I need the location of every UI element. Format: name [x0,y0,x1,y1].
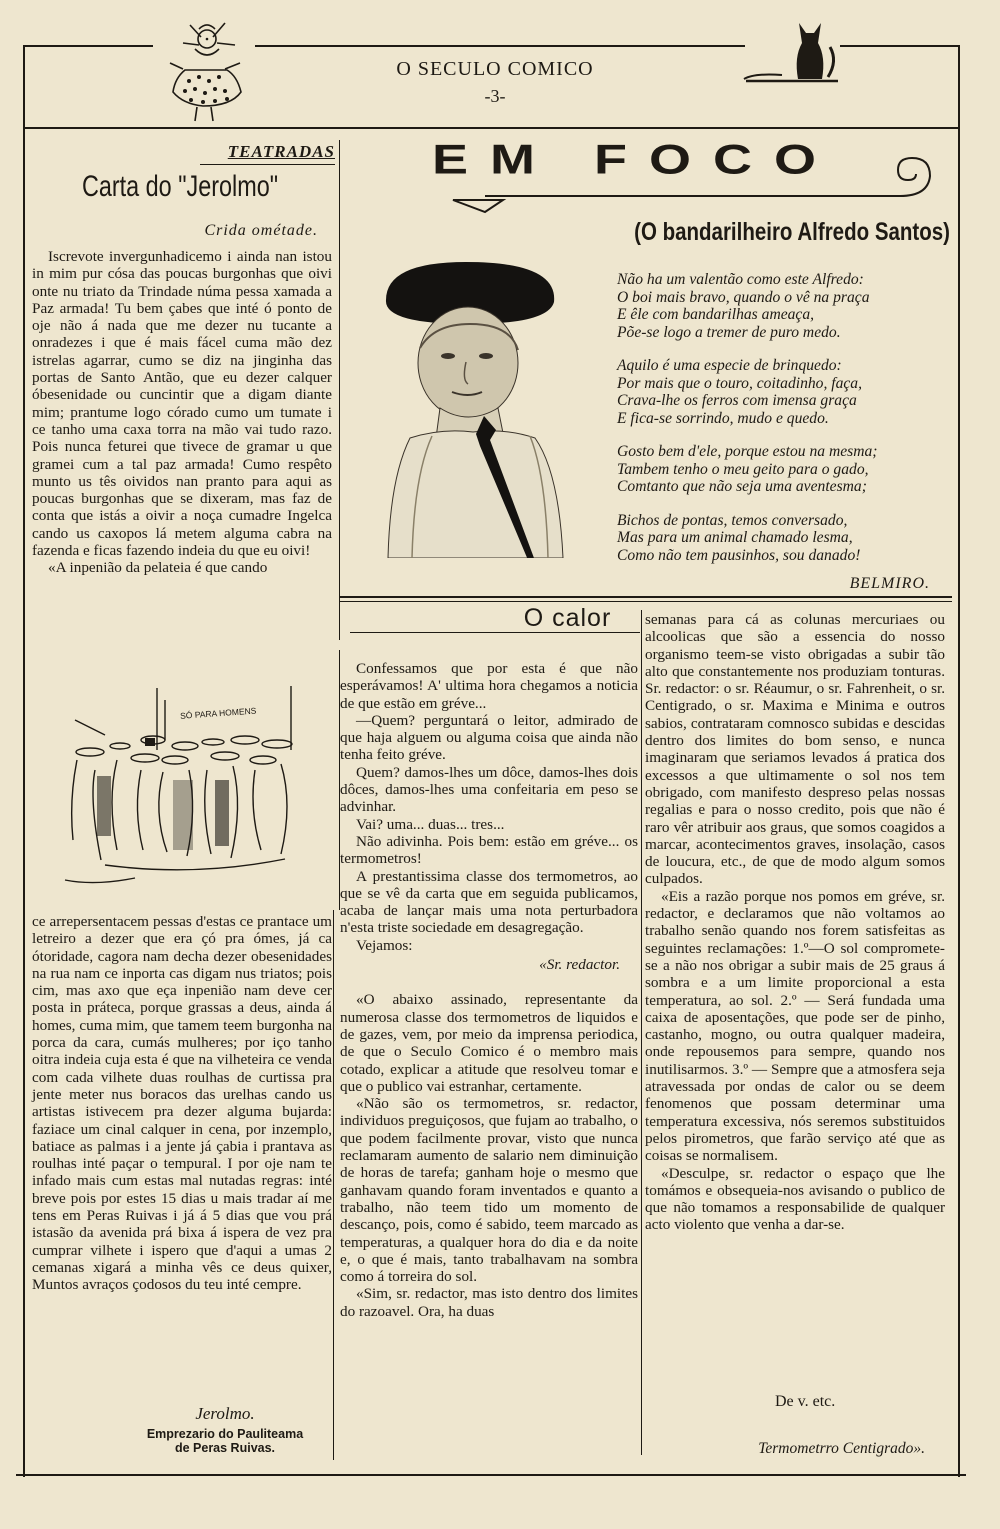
frame-left [23,45,25,1477]
poem-line: Tambem tenho o meu geito para o gado, [617,460,869,478]
calor-paragraph: A prestantissima classe dos termometros, ao que se vê da carta que em seguida publicamos, acaba de lançar mais uma nota perturbadora n'esta triste sociedade em desagregação. [340,867,638,937]
carta-paragraph-3: ce arrepersentacem pessas d'estas ce prantace um letreiro a dezer que era çó pra ómes, já ca ótoridade, cagora nam decha dezer obesenidades na rua nam ce inporta cas digam nus triatos; pois cim, mas axo que eça inpenião nam deve cer posta in práteca, porque grassas a deus, ainda á homes, cuma mim, que tamem teem burgonha na porca da cara, cumás mulheres; por iço tanho oitra indeia cuja esta é que na vilheteira ce venda com cada vilhete duas roulhas de curtissa pra jente meter nus boracos das urelhas cando us artistas istivecem pra dezer alguma bujarda: faziace um cinal calquer in cena, por inzemplo, batiace as palmas i a jente já çabia i prantava as roulhas inté paçar o tempural. I por oje nam te infado mais cum estas mal nutadas regras: inté breve pois por estes 15 dias u mais tradar aí me tens em Peras Ruivas i já á 5 dias que vou prá istasão da avenida prá bixa á ispera de vez pra cumprar vilhete i ispero que d'aqui a umas 2 cemanas xigará a minha vês ce deus quixer, Muntos avraços çodosos du teu inté cempre. [32,913,332,1294]
doll-ornament-icon [155,15,250,125]
em-foco-bottom-rule-1 [340,596,952,598]
calor-paragraph: —Quem? perguntará o leitor, admirado de que haja alguem ou alguma coisa que ainda não tenha feito gréve. [340,711,638,764]
frame-right [958,45,960,1477]
em-foco-subtitle: (O bandarilheiro Alfredo Santos) [634,218,950,246]
letter-paragraph: «Eis a razão porque nos pomos em gréve, sr. redactor, e declaramos que não voltamos ao trabalho senão quando nos forem satisfeitas as seguintes reclamações: 1.º—O sol compromete-se a não nos obrigar a subir mais de 25 graus á sombra e a um limite proporcional a esta temperatura, ao sol. 2.º — Será fundada uma caixa de aposentações, que pode ser de pinho, castanho, mogno, ou outra qualquer madeira, onde repousemos para sempre, quando nos inutilisarmos. 3.º — Sempre que a atmosfera seja atravessada por ondas de calor ou se deem fenomenos que possam determinar uma temperatura excessiva, nós seremos substituidos pelos pirometros, que farão serviço até que as coisas se normalisem. [645,887,945,1165]
letter-signature: Termometrro Centigrado». [758,1440,925,1457]
teatradas-underline [200,164,335,165]
poem-line: O boi mais bravo, quando o vê na praça [617,288,870,306]
bandarilheiro-portrait [380,258,565,558]
poem-line: Comtanto que não seja uma aventesma; [617,478,867,495]
poem-line: Como não tem pausinhos, sou danado! [617,546,861,564]
header-line-mid [255,45,745,47]
carta-paragraph-1: Iscrevote invergunhadicemo i ainda nan istou in mim pur cósa das poucas burgonhas que oivi onte nu triato da Trindade núma pessa xamada a Paz armada! Tu bem çabes que inté ó ponto de oje não á nada que me dezer nu tucante a onradezes i que é mais fácel cuma mão dez istrelas agarrar, cumo se diz na jinginha das portas de Santo Antão, que eu dezer calquer óbesenidade ou cuncintir que a digam diante mim; prantume logo córado cumo um tumate i ce tanho uma caxa torra na mão vai tudo razo. Pois nunca feturei que tivece de gramar u que gramei cum a tal paz armada! Cumo respêto munto us tês oividos nan pranto para aqui as poucas burgonhas que se dixeram, mas faz de conta que istás a oivir a noça cumadre Ingelca cando us caxopos lá metem alguma cabra na fazenda e ficas fazendo indeia du que eu oivi! [32,248,332,560]
calor-paragraph: Quem? damos-lhes um dôce, damos-lhes dois dôces, damos-lhes uma confeitaria em peso se advinhar. [340,763,638,816]
masthead-title: O SECULO COMICO [396,58,594,80]
poem-stanza-3 [617,443,957,496]
poem-line: Aquilo é uma especie de brinquedo: [617,357,842,374]
header-line-left [23,45,153,47]
section-label-teatradas: TEATRADAS [227,142,335,161]
calor-title: O calor [523,604,612,632]
carta-body-top [32,248,332,577]
letter-salutation: «Sr. redactor. [539,956,620,974]
calor-col1 [340,660,638,1320]
em-foco-author: BELMIRO. [849,575,930,592]
em-foco-title: EM FOCO [432,136,838,183]
letter-closing: De v. etc. [775,1393,836,1410]
calor-paragraph: Vai? uma... duas... tres... [356,815,505,833]
carta-salutation: Crida ométade. [204,222,318,239]
calor-col2 [645,611,945,1234]
frame-bottom [16,1474,966,1476]
poem-line: Põe-se logo a tremer de puro medo. [617,323,841,341]
carta-paragraph-2: «A inpenião da pelateia é que cando [48,559,268,577]
poem-line: Bichos de pontas, temos conversado, [617,511,848,529]
poem-stanza-1 [617,271,957,341]
poem-line: Mas para um animal chamado lesma, [617,529,853,546]
carta-signature: Jerolmo. [195,1404,255,1423]
poem-stanza-2 [617,357,957,427]
em-foco-bottom-rule-2 [340,601,952,602]
carta-signature-title-2: de Peras Ruivas. [174,1441,276,1455]
left-col-divider [339,140,340,640]
letter-paragraph: «O abaixo assinado, representante da numerosa classe dos termometros de liquidos e de gazes, vem, por meio da imprensa periodica, de que o Seculo Comico é o membro mais cotado, explicar a atitude que resolveu tomar e que o publico vai estranhar, certamente. [340,991,638,1095]
calor-paragraph: Vejamos: [356,936,413,954]
poem-line: E fica-se sorrindo, mudo e quedo. [617,409,829,427]
carta-body-bottom [32,913,332,1294]
page-number: -3- [484,86,506,106]
calor-paragraph: Confessamos que por esta é que não esperávamos! A' ultima hora chegamos a noticia de que estão em gréve... [340,660,638,712]
poem-line: Gosto bem d'ele, porque estou na mesma; [617,443,878,460]
cat-ornament-icon [742,15,842,85]
letter-paragraph: «Desculpe, sr. redactor o espaço que lhe tomámos e obsequeia-nos avisando o publico de que não tomamos a responsabilide de qualquer acto violento que venha a dar-se. [645,1164,945,1234]
calor-title-underline [350,632,640,633]
calor-paragraph: Não adivinha. Pois bem: estão em gréve... os termometros! [340,832,638,868]
poem-line: Por mais que o touro, coitadinho, faça, [617,374,863,392]
letter-paragraph: «Sim, sr. redactor, mas isto dentro dos limites do razoavel. Ora, ha duas [340,1285,638,1320]
letter-paragraph: «Não são os termometros, sr. redactor, individuos preguiçosos, que fujam ao trabalho, o que podem facilmente provar, visto que nunca reclamaram aumento de salario nem diminuição de horas de tarefa; ganham hoje o mesmo que ganhavam quando foram inventados e quanto a trabalho, não teem tido um momento de descanço, pois, como é sabido, teem marcado as temperaturas, a qualquer hora do dia e da noite e, o que é mais, tanto trabalhavam na sombra como á torreira do sol. [340,1095,638,1286]
poem-line: Crava-lhe os ferros com imensa graça [617,392,857,409]
scroll-flourish-icon [445,148,945,218]
poem-line: E êle com bandarilhas ameaça, [617,306,815,323]
em-foco-poem [617,271,957,580]
cartoon-sign-text: SÓ PARA HOMENS [179,705,257,721]
carta-signature-title-1: Emprezario do Pauliteama [146,1427,304,1441]
header-bottom-rule [23,127,960,129]
poem-line: Não ha um valentão como este Alfredo: [617,271,864,288]
letter-paragraph: semanas para cá as colunas mercuriaes ou alcoolicas que são a essencia do nosso organismo teem-se visto obrigadas a subir tão alto que constantemente nos produziam tonturas. Sr. redactor: o sr. Réaumur, o sr. Fahrenheit, o sr. Centigrado, o sr. Maxima e Minima e outros sabios, contrataram comnosco subidas e descidas dentro dos limites do bom senso, e nunca imaginaram que seriamos levados á pratica dos excessos a que ultimamente o sol nos tem obrigado, com manifesto despreso pelas nossas regalias e para o nosso credito, pois que não é raro vêr atribuir aos graus, que somos coagidos a marcar, acontecimentos graves, insolação, casos de loucura, etc., de que de modo algum somos culpados. [645,611,945,888]
carta-headline: Carta do "Jerolmo" [81,170,279,203]
calor-col-divider [641,610,642,1455]
poem-stanza-4 [617,512,957,565]
header-line-right [840,45,960,47]
left-col-divider-lower [333,910,334,1460]
